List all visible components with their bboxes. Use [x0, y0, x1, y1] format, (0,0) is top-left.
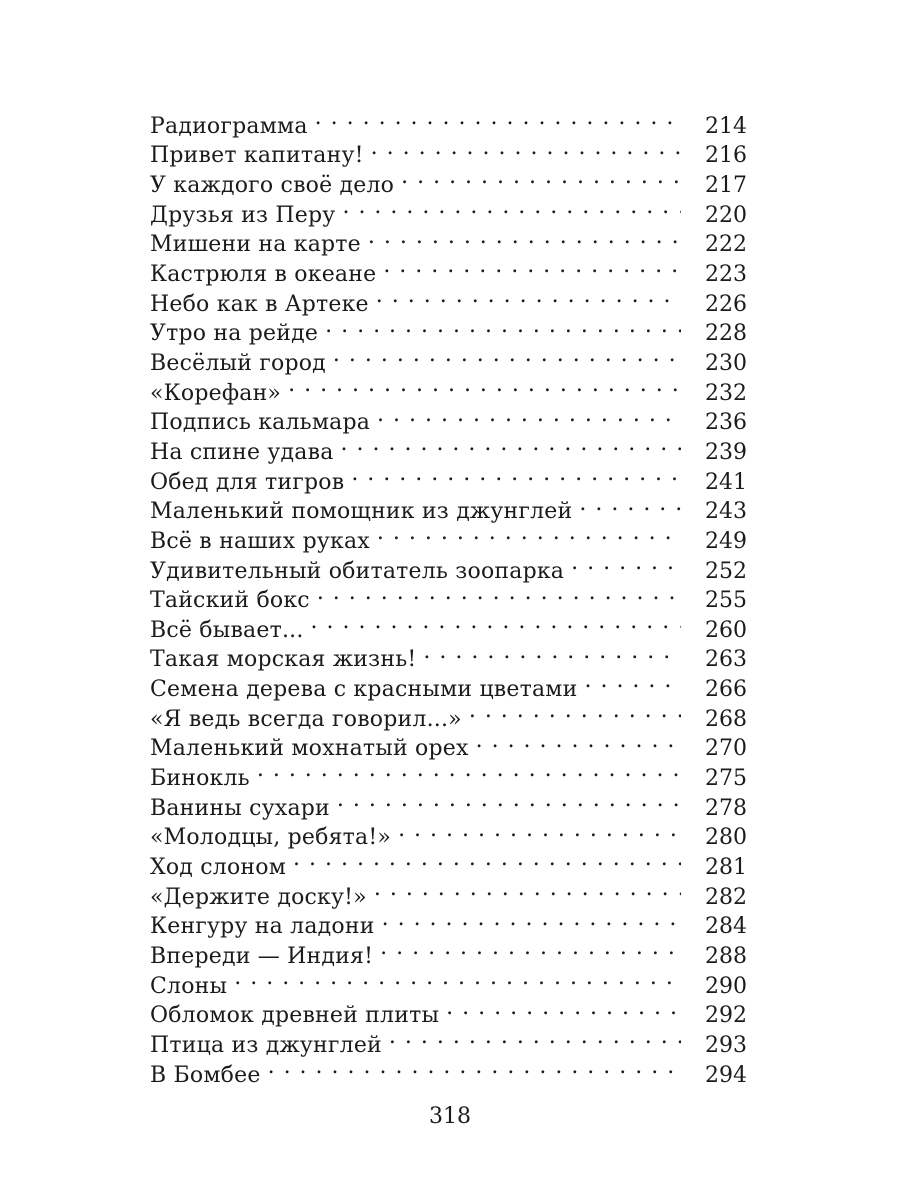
toc-entry-title: Друзья из Перу	[150, 202, 336, 228]
dot-leader	[255, 755, 681, 785]
toc-entry-title: Весёлый город	[150, 350, 326, 376]
toc-entry-title: Подпись кальмара	[150, 410, 371, 436]
dot-leader	[381, 251, 681, 281]
toc-entry-page: 284	[705, 914, 747, 940]
dot-leader	[232, 963, 681, 993]
toc-entry-title: «Корефан»	[150, 380, 282, 406]
toc-entry-title: Маленький мохнатый орех	[150, 736, 469, 762]
dot-leader	[474, 726, 681, 756]
toc-entry-page: 263	[705, 647, 747, 673]
dot-leader	[577, 489, 681, 519]
dot-leader	[467, 696, 681, 726]
toc-entry-page: 243	[705, 499, 747, 525]
toc-entry-page: 222	[705, 232, 747, 258]
toc-entry-page: 260	[705, 617, 747, 643]
toc-entry-title: Небо как в Артеке	[150, 291, 369, 317]
toc-entry-page: 220	[705, 202, 747, 228]
toc-list	[150, 103, 747, 1088]
toc-entry-page: 216	[705, 143, 747, 169]
toc-entry-page: 228	[705, 321, 747, 347]
toc-entry-page: 236	[705, 410, 747, 436]
toc-entry-title: Ванины сухари	[150, 795, 330, 821]
dot-leader	[349, 459, 681, 489]
dot-leader	[313, 103, 681, 133]
toc-entry-title: На спине удава	[150, 439, 334, 465]
toc-entry-page: 252	[705, 558, 747, 584]
toc-entry-page: 241	[705, 469, 747, 495]
dot-leader	[378, 933, 681, 963]
dot-leader	[366, 222, 681, 252]
toc-entry-title: Впереди — Индия!	[150, 944, 374, 970]
dot-leader	[335, 785, 681, 815]
dot-leader	[582, 666, 681, 696]
dot-leader	[444, 993, 681, 1023]
toc-entry-page: 266	[705, 677, 747, 703]
toc-entry-title: «Я ведь всегда говорил...»	[150, 706, 462, 732]
dot-leader	[266, 1052, 681, 1082]
dot-leader	[387, 1022, 681, 1052]
toc-entry-title: Обед для тигров	[150, 469, 345, 495]
toc-entry-title: Такая морская жизнь!	[150, 647, 417, 673]
dot-leader	[375, 518, 681, 548]
toc-entry-page: 230	[705, 350, 747, 376]
toc-entry-title: Маленький помощник из джунглей	[150, 499, 573, 525]
toc-entry-title: Мишени на карте	[150, 232, 361, 258]
toc-entry-title: «Молодцы, ребята!»	[150, 825, 392, 851]
toc-entry-title: Ход слоном	[150, 855, 287, 881]
dot-leader	[569, 548, 681, 578]
toc-entry-page: 217	[705, 172, 747, 198]
toc-entry-page: 214	[705, 113, 747, 139]
dot-leader	[340, 192, 681, 222]
toc-entry-page: 281	[705, 855, 747, 881]
toc-entry-title: В Бомбее	[150, 1062, 261, 1088]
toc-entry-page: 280	[705, 825, 747, 851]
dot-leader	[309, 607, 681, 637]
dot-leader	[396, 815, 681, 845]
toc-entry-page: 226	[705, 291, 747, 317]
toc-entry-title: Всё бывает...	[150, 617, 304, 643]
toc-entry-title: Удивительный обитатель зоопарка	[150, 558, 565, 584]
toc-entry-title: Слоны	[150, 973, 228, 999]
toc-entry-page: 288	[705, 944, 747, 970]
dot-leader	[291, 844, 681, 874]
toc-entry-page: 278	[705, 795, 747, 821]
toc-entry-page: 290	[705, 973, 747, 999]
toc-entry	[150, 993, 747, 1029]
dot-leader	[286, 370, 681, 400]
toc-entry	[150, 963, 747, 999]
toc-entry-title: Кенгуру на ладони	[150, 914, 375, 940]
toc-entry-page: 223	[705, 261, 747, 287]
dot-leader	[421, 637, 681, 667]
dot-leader	[339, 429, 681, 459]
toc-entry-title: Всё в наших руках	[150, 528, 370, 554]
toc-entry-title: Обломок древней плиты	[150, 1003, 440, 1029]
toc-entry-page: 249	[705, 528, 747, 554]
toc-entry-title: У каждого своё дело	[150, 172, 395, 198]
dot-leader	[399, 162, 681, 192]
dot-leader	[323, 311, 681, 341]
toc-entry-title: Кастрюля в океане	[150, 261, 377, 287]
toc-entry-title: Радиограмма	[150, 113, 308, 139]
toc-entry-title: Утро на рейде	[150, 321, 319, 347]
toc-entry-title: Привет капитану!	[150, 143, 364, 169]
dot-leader	[374, 281, 681, 311]
toc-entry-page: 232	[705, 380, 747, 406]
toc-entry-page: 282	[705, 884, 747, 910]
toc-entry-page: 268	[705, 706, 747, 732]
toc-entry-title: Тайский бокс	[150, 588, 310, 614]
dot-leader	[315, 578, 681, 608]
page-number: 318	[429, 1104, 471, 1129]
toc-entry-title: Птица из джунглей	[150, 1033, 382, 1058]
dot-leader	[380, 904, 681, 934]
toc-entry-page: 293	[705, 1033, 747, 1058]
toc-entry-page: 294	[705, 1062, 747, 1088]
toc-entry-page: 270	[705, 736, 747, 762]
toc-entry-page: 239	[705, 439, 747, 465]
toc-entry-page: 255	[705, 588, 747, 614]
toc-entry-page: 292	[705, 1003, 747, 1029]
dot-leader	[369, 133, 681, 163]
dot-leader	[331, 340, 681, 370]
dot-leader	[375, 400, 681, 430]
toc-entry-title: Бинокль	[150, 766, 250, 792]
toc-entry-page: 275	[705, 766, 747, 792]
toc-entry	[150, 103, 747, 139]
dot-leader	[372, 874, 681, 904]
toc-entry-title: Семена дерева с красными цветами	[150, 677, 578, 703]
toc-entry-title: «Держите доску!»	[150, 884, 367, 910]
